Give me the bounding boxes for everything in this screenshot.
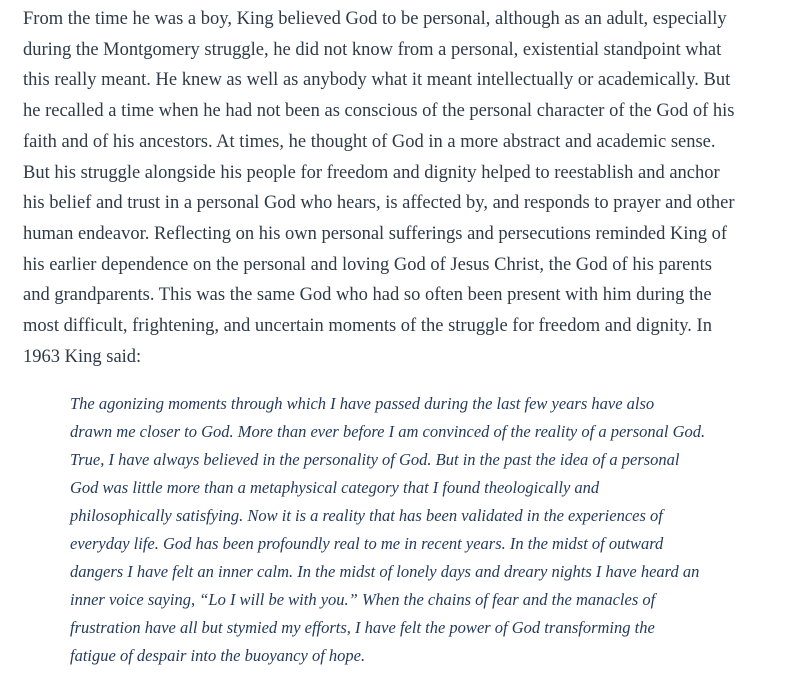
paragraph-line: From the time he was a boy, King believed God to be personal, although as an adult, especially: [23, 9, 727, 29]
quote-line: fatigue of despair into the buoyancy of hope.: [70, 646, 366, 665]
paragraph-line: his belief and trust in a personal God who hears, is affected by, and responds to prayer and other: [23, 193, 735, 214]
paragraph-line: his earlier dependence on the personal and loving God of Jesus Christ, the God of his parents: [23, 254, 712, 275]
paragraph-line: he recalled a time when he had not been as conscious of the personal character of the God of his: [23, 101, 735, 122]
quote-line: True, I have always believed in the personality of God. But in the past the idea of a personal: [70, 450, 680, 469]
quote-line: frustration have all but stymied my efforts, I have felt the power of God transforming the: [70, 618, 655, 637]
paragraph-line: 1963 King said:: [23, 346, 142, 367]
block-quote: [70, 390, 790, 670]
paragraph-line: most difficult, frightening, and uncertain moments of the struggle for freedom and dignity. In: [23, 316, 712, 337]
paragraph-line: and grandparents. This was the same God who had so often been present with him during the: [23, 285, 712, 306]
quote-line: The agonizing moments through which I have passed during the last few years have also: [70, 394, 655, 413]
quote-line: drawn me closer to God. More than ever before I am convinced of the reality of a personal God.: [70, 422, 706, 441]
paragraph-line: human endeavor. Reflecting on his own personal sufferings and persecutions reminded King of: [23, 223, 728, 244]
quote-line: dangers I have felt an inner calm. In the midst of lonely days and dreary nights I have heard an: [70, 562, 700, 581]
paragraph-line: this really meant. He knew as well as anybody what it meant intellectually or academically. But: [23, 70, 731, 91]
paragraph-line: during the Montgomery struggle, he did not know from a personal, existential standpoint what: [23, 39, 722, 60]
quote-line: God was little more than a metaphysical category that I found theologically and: [70, 478, 600, 497]
paragraph-line: But his struggle alongside his people for freedom and dignity helped to reestablish and anchor: [23, 162, 720, 183]
quote-line: inner voice saying, “Lo I will be with you.” When the chains of fear and the manacles of: [70, 590, 656, 609]
quote-line: philosophically satisfying. Now it is a reality that has been validated in the experiences of: [70, 506, 663, 525]
body-paragraph: [23, 4, 799, 372]
quote-line: everyday life. God has been profoundly real to me in recent years. In the midst of outward: [70, 534, 664, 553]
paragraph-line: faith and of his ancestors. At times, he thought of God in a more abstract and academic sense.: [23, 131, 716, 152]
